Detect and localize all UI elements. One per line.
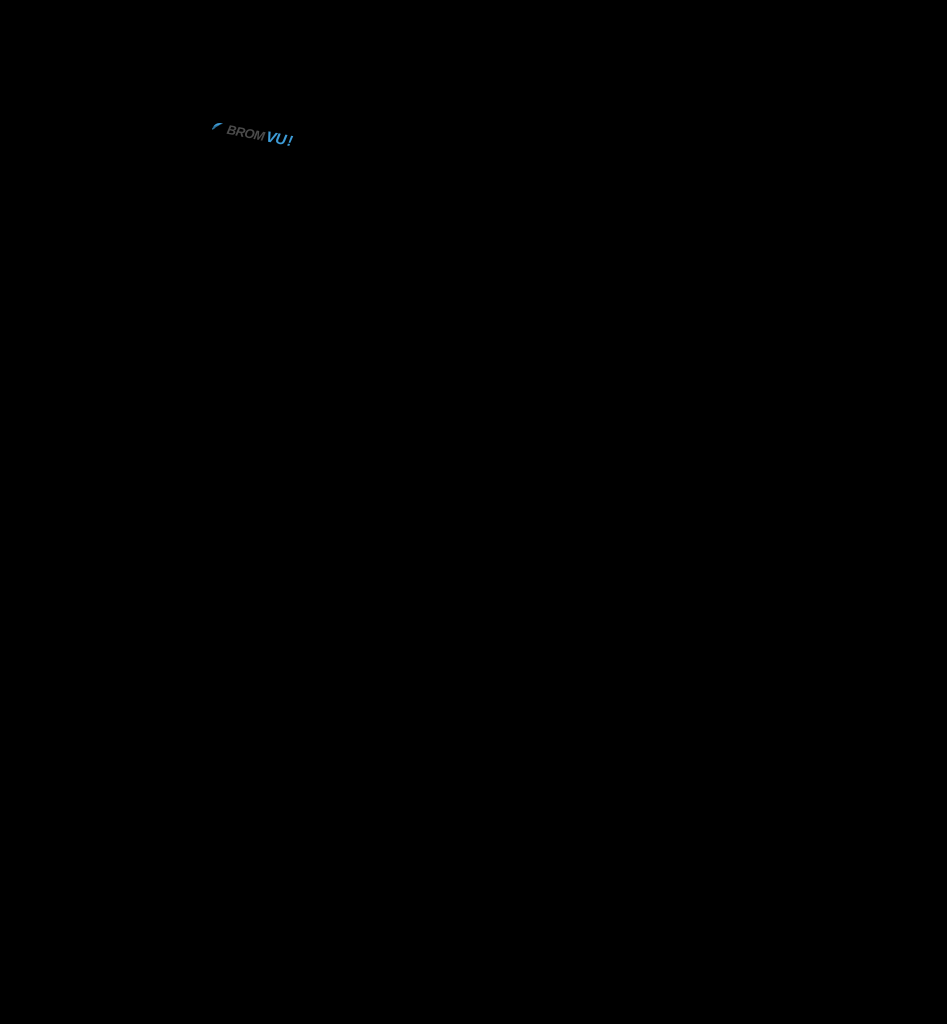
content-area xyxy=(0,170,947,1024)
brand-logo-accent: VU xyxy=(264,128,288,149)
brand-logo-primary: BROM xyxy=(225,121,266,144)
brand-logo-accent-suffix: ! xyxy=(285,132,294,151)
brand-swoosh-icon xyxy=(212,120,225,133)
brand-logo-row xyxy=(211,118,305,152)
brand-logo[interactable] xyxy=(207,118,305,173)
